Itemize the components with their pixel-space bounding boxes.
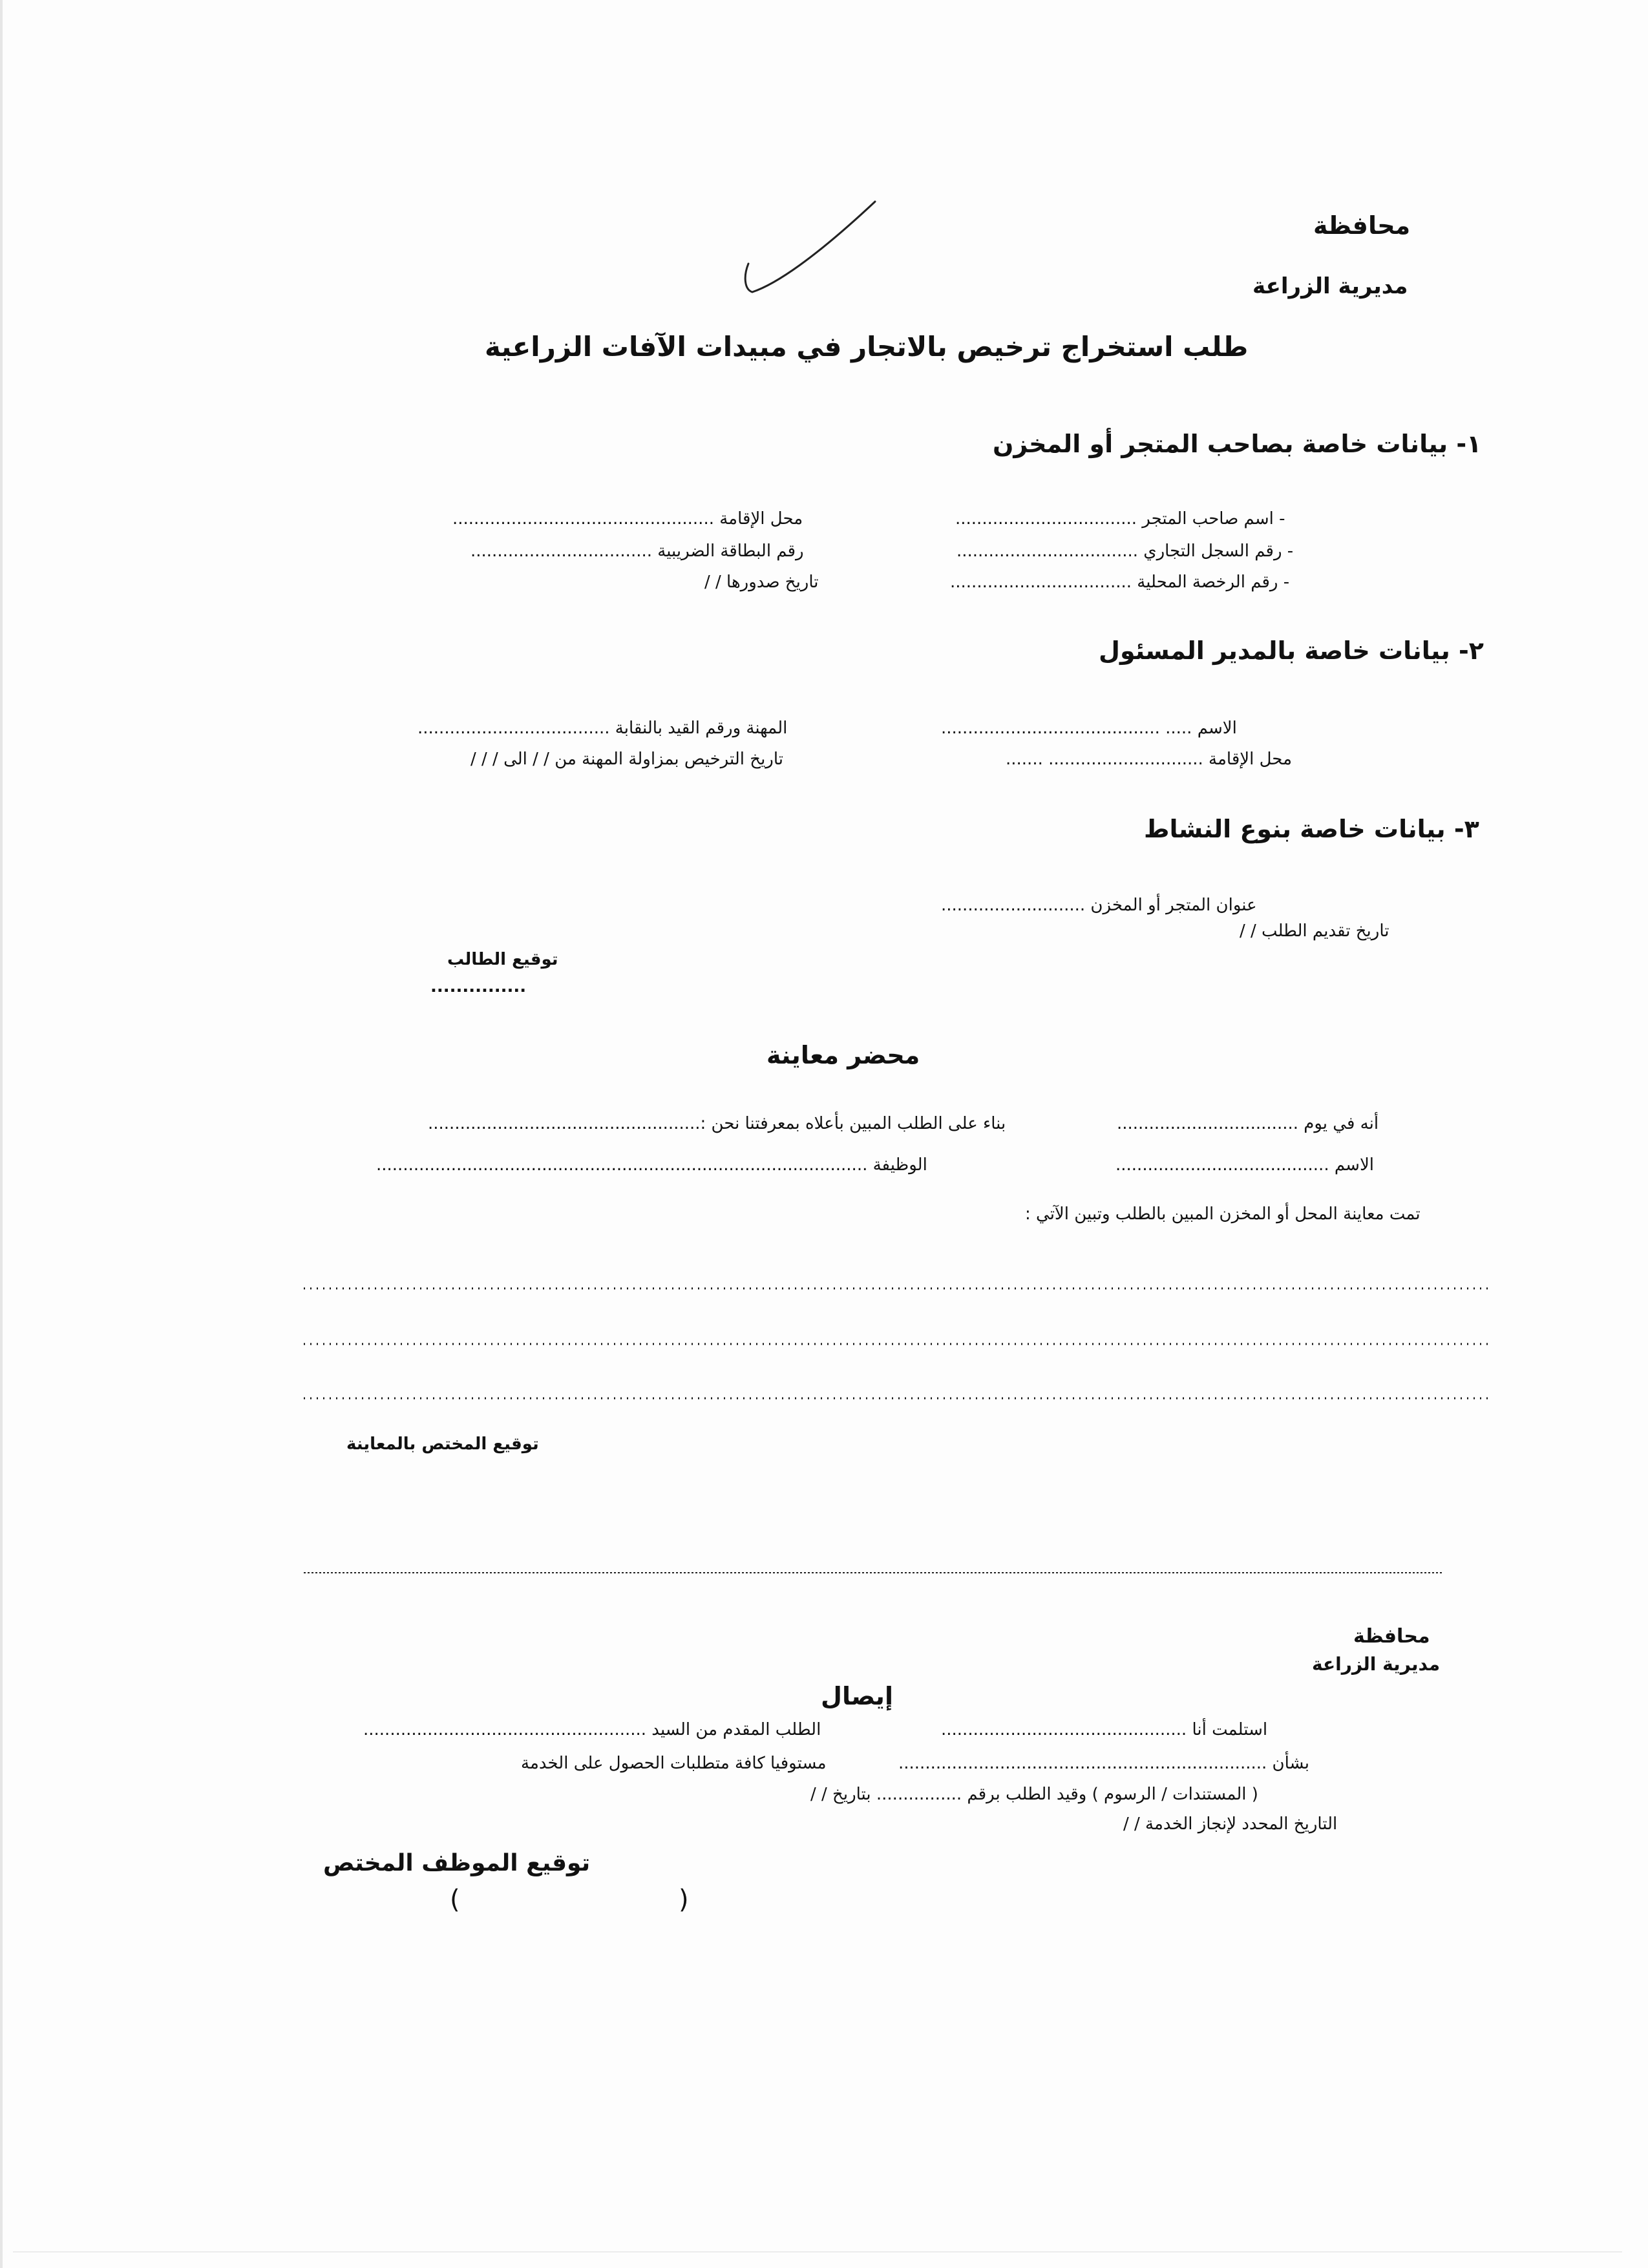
store-address-field: عنوان المتجر أو المخزن ........................... [941, 896, 1257, 915]
signature-paren-close: ) [450, 1885, 460, 1915]
employee-signature-label: توقيع الموظف المختص [323, 1850, 591, 1876]
manager-residence-field: محل الإقامة ............................. ....... [1006, 750, 1292, 769]
application-date-field: تاريخ تقديم الطلب / / [1240, 921, 1389, 941]
practice-license-date-field: تاريخ الترخيص بمزاولة المهنة من / / الى / / / [470, 750, 784, 769]
inspector-job-field: الوظيفة ............................................................................................ [376, 1155, 927, 1175]
applicant-signature-label: توقيع الطالب [447, 950, 558, 969]
receipt-directorate: مديرية الزراعة [1312, 1654, 1441, 1675]
applicant-signature-line: ............... [430, 977, 527, 996]
owner-residence-field: محل الإقامة ................................................. [452, 509, 803, 529]
inspector-signature-label: توقيع المختص بالمعاينة [346, 1434, 539, 1454]
license-issue-date-field: تاريخ صدورها / / [704, 572, 819, 592]
documents-fees-field: ( المستندات / الرسوم ) وقيد الطلب برقم ................ بتاريخ / / [810, 1785, 1258, 1804]
section2-heading: ٢- بيانات خاصة بالمدير المسئول [1099, 636, 1484, 665]
owner-name-field: - اسم صاحب المتجر .................................. [955, 509, 1285, 529]
subject-field: بشأن ..................................................................... [898, 1754, 1309, 1773]
tax-card-field: رقم البطاقة الضريبية .................................. [470, 541, 804, 561]
inspection-result-label: تمت معاينة المحل أو المخزن المبين بالطلب وتبين الآتي : [1025, 1204, 1421, 1224]
local-license-field: - رقم الرخصة المحلية .................................. [950, 572, 1290, 592]
inspection-basis-field: بناء على الطلب المبين بأعلاه بمعرفتنا نحن :................................................... [428, 1114, 1006, 1133]
scan-bottom-edge [13, 2251, 1622, 2252]
page-title: طلب استخراج ترخيص بالاتجار في مبيدات الآفات الزراعية [485, 331, 1249, 362]
received-by-field: استلمت أنا .............................................. [941, 1720, 1268, 1739]
inspection-day-field: أنه في يوم .................................. [1117, 1114, 1379, 1133]
manager-profession-field: المهنة ورقم القيد بالنقابة .................................... [417, 719, 788, 738]
receipt-governorate: محافظة [1353, 1625, 1430, 1648]
commercial-register-field: - رقم السجل التجاري .................................. [956, 541, 1294, 561]
inspection-heading: محضر معاينة [766, 1041, 920, 1069]
completion-date-field: التاريخ المحدد لإنجاز الخدمة / / [1123, 1814, 1338, 1834]
section1-heading: ١- بيانات خاصة بصاحب المتجر أو المخزن [993, 430, 1482, 458]
header-directorate: مديرية الزراعة [1252, 273, 1408, 299]
section3-heading: ٣- بيانات خاصة بنوع النشاط [1144, 815, 1479, 843]
signature-paren-open: ( [679, 1885, 689, 1915]
receipt-heading: إيصال [821, 1682, 893, 1710]
applicant-name-field: الطلب المقدم من السيد ..................................................... [363, 1720, 821, 1739]
inspector-name-field: الاسم ........................................ [1115, 1155, 1374, 1175]
header-governorate: محافظة [1313, 211, 1411, 240]
requirements-fulfilled-text: مستوفيا كافة متطلبات الحصول على الخدمة [521, 1754, 827, 1773]
manager-name-field: الاسم ..... ......................................... [941, 719, 1237, 738]
